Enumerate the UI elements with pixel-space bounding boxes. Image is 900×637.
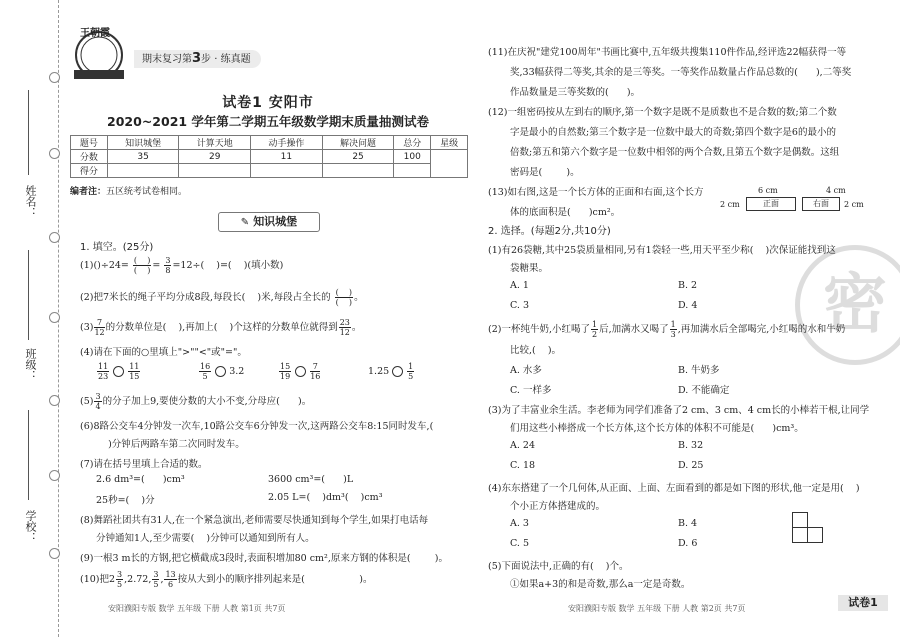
question-2-5: (5)下面说法中,正确的有( )个。 [488,561,629,572]
score-input-cell[interactable] [322,164,394,178]
text: (3) [80,322,94,333]
section-title-text: 知识城堡 [253,215,298,228]
exam-title: 试卷1 安阳市 [222,95,314,111]
option[interactable]: A. 水多 [510,365,542,376]
question-2-4a: (4)东东搭建了一个几何体,从正面、上面、左面看到的都是如下图的形状,他一定是用( ) [488,483,860,494]
option[interactable]: B. 4 [678,518,698,529]
score-input-cell[interactable] [179,164,251,178]
option[interactable]: C. 18 [510,460,536,471]
section-title [218,212,320,232]
table-header: 动手操作 [251,136,323,150]
badge-suffix: 步 · 练真题 [201,54,251,65]
binding-hole [49,548,60,559]
name-line [28,90,29,175]
text: )÷24= [97,260,129,271]
paper-tag: 试卷1 [838,595,888,611]
text: )(填小数) [243,260,284,271]
table-row [71,164,468,178]
table-cell [431,150,468,178]
question-1-5: (5) $\frac{3}{4}$ 的分子加上9,要使分数的大小不变,分母应( )。 [80,392,312,411]
table-header: 总分 [394,136,431,150]
editor-note [70,184,187,197]
class-label: 班级： [24,348,37,381]
cube-view-square [807,527,823,543]
footer-right: 安阳濮阳专版 数学 五年级 下册 人教 第2页 共7页 [568,604,746,613]
right-page [488,0,888,637]
compare-circle[interactable] [113,366,124,377]
text: 的分数单位是( [105,322,167,333]
confidential-stamp: 密 [795,245,900,365]
option[interactable]: D. 25 [678,460,704,471]
fraction: $\frac{23}{12}$ [339,318,350,337]
question-1-9: (9)一根3 m长的方钢,把它横截成3段时,表面积增加80 cm²,原来方钢的体积是( )。 [80,553,448,564]
question-1-8a: (8)舞蹈社团共有31人,在一个紧急演出,老师需要尽快通知到每个学生,如果打电话每 [80,515,429,526]
fraction: $\frac{7}{12}$ [94,318,105,337]
step-badge [134,50,261,68]
left-page [68,0,468,637]
binding-hole [49,232,60,243]
score-table [70,135,468,178]
table-header: 计算天地 [179,136,251,150]
question-2-3b: 们用这些小棒搭成一个长方体,这个长方体的体积不可能是( )cm³。 [510,423,804,434]
text: = [152,260,161,271]
question-1-10: (10)把2 $\frac{3}{5}$ ,2.72, $\frac{3}{5}$ , $\frac{13}{6}$ 按从大到小的顺序排列起来是( )。 [80,570,373,589]
compare-circle[interactable] [215,366,226,377]
table-cell: 得分 [71,164,108,178]
school-line [28,410,29,500]
question-1-12c: 倍数;第五和第六个数字是一位数中相邻的两个合数,且第五个数字是偶数。这组 [510,147,840,158]
option[interactable]: B. 32 [678,440,704,451]
badge-step-number: 3 [192,51,202,66]
question-2-4b: 个小正方体搭建成的。 [510,501,606,512]
question-1-12a: (12)一组密码按从左到右的顺序,第一个数字是既不是质数也不是合数的数;第二个数 [488,107,837,118]
text: (2)把7米长的绳子平均分成8段,每段长( [80,292,246,303]
class-line [28,250,29,340]
fraction: $\frac{3}{8}$ [165,256,171,275]
table-cell: 11 [251,150,323,164]
compare-4: 1.25 $\frac{1}{5}$ [368,362,414,381]
option[interactable]: D. 6 [678,538,698,549]
table-header: 题号 [71,136,108,150]
table-header: 知识城堡 [107,136,179,150]
question-1-7-c: 25秒=( )分 [96,495,155,506]
score-input-cell[interactable] [107,164,179,178]
question-1-6a: (6)8路公交车4分钟发一次车,10路公交车6分钟发一次,这两路公交车8:15同时发车,( [80,421,434,432]
logo-text: 王朝霞 [80,28,110,39]
question-1-3: (3) $\frac{7}{12}$ 的分数单位是( ),再加上( )个这样的分数单位就得到 $\frac{23}{12}$ 。 [80,318,362,337]
table-cell: 100 [394,150,431,164]
option[interactable]: A. 1 [510,280,529,291]
question-1-11b: 奖,33幅获得二等奖,其余的是三等奖。一等奖作品数量占作品总数的( ),二等奖 [510,67,852,78]
fraction-blank[interactable]: ( ) ( ) [335,288,353,307]
question-1-2: (2)把7米长的绳子平均分成8段,每段长( )米,每段占全长的 ( ) ( ) 。 [80,288,364,307]
question-1-4: (4)请在下面的○里填上">""<"或"="。 [80,347,247,358]
binding-hole [49,395,60,406]
school-label: 学校： [24,510,37,543]
fig-right-face: 右面 [802,197,840,211]
option[interactable]: B. 2 [678,280,698,291]
fig-height-right: 2 cm [844,200,864,209]
cube-view-square [792,527,808,543]
question-1-11c: 作品数量是三等奖数的( )。 [510,87,641,98]
score-input-cell[interactable] [394,164,431,178]
table-header: 星级 [431,136,468,150]
footer-left: 安阳濮阳专版 数学 五年级 下册 人教 第1页 共7页 [108,604,286,613]
fig-width-right: 4 cm [826,186,846,195]
text: )个这样的分数单位就得到 [229,322,338,333]
question-2-heading: 2. 选择。(每题2分,共10分) [488,226,611,237]
option[interactable]: C. 一样多 [510,385,552,396]
option[interactable]: A. 3 [510,518,529,529]
question-1-6b: )分钟后两路车第二次同时发车。 [108,439,245,450]
text: )米,每段占全长的 [257,292,331,303]
compare-1: $\frac{11}{23}$ $\frac{11}{15}$ [98,362,140,381]
badge-prefix: 期末复习第 [142,54,192,65]
text: =12÷( [172,260,205,271]
compare-circle[interactable] [295,366,306,377]
binding-hole [49,72,60,83]
question-1-12b: 字是最小的自然数;第三个数字是一位数中最大的奇数;第四个数字是6的最小的 [510,127,836,138]
question-1-12d: 密码是( )。 [510,167,580,178]
question-2-1a: (1)有26袋糖,其中25袋质量相同,另有1袋轻一些,用天平至少称( )次保证能找到这 [488,245,836,256]
question-1-heading: 1. 填空。(25分) [80,242,154,253]
option[interactable]: D. 不能确定 [678,385,730,396]
table-cell: 25 [322,150,394,164]
table-header: 解决问题 [322,136,394,150]
cube-view-square [792,512,808,528]
note-label: 编者注： [70,187,107,197]
fig-width-front: 6 cm [758,186,778,195]
question-2-5-1: ①如果a+3的和是奇数,那么a一定是奇数。 [510,579,691,590]
question-1-7-d: 2.05 L=( )dm³( )cm³ [268,492,383,503]
compare-circle[interactable] [392,366,403,377]
table-row [71,136,468,150]
binding-hole [49,470,60,481]
question-2-2b: 比较,( )。 [510,345,562,356]
option[interactable]: C. 5 [510,538,530,549]
table-cell: 29 [179,150,251,164]
text: ),再加上( [178,322,218,333]
question-1-1 [80,256,283,275]
question-1-7-a: 2.6 dm³=( )cm³ [96,474,185,485]
compare-2: $\frac{16}{5}$ 3.2 [200,362,245,381]
text: )=( [216,260,232,271]
question-1-7: (7)请在括号里填上合适的数。 [80,459,208,470]
fraction: ( ) ( ) [133,256,151,275]
binding-gutter [0,0,59,637]
note-text: 五区统考试卷相同。 [106,187,188,197]
question-2-1b: 袋糖果。 [510,263,549,274]
binding-hole [49,312,60,323]
question-2-2a: (2)一杯纯牛奶,小红喝了 $\frac{1}{2}$ 后,加满水又喝了 $\frac{1}{3}$ ,再加满水后全部喝完,小红喝的水和牛奶 [488,320,846,339]
question-1-11a: (11)在庆祝"建党100周年"书画比赛中,五年级共搜集110件作品,经评选22幅获得一等 [488,47,847,58]
question-1-13b: 体的底面积是( )cm²。 [510,207,621,218]
option[interactable]: A. 24 [510,440,535,451]
fig-front-face: 正面 [746,197,796,211]
table-cell: 分数 [71,150,108,164]
exam-subtitle: 2020~2021 学年第二学期五年级数学期末质量抽测试卷 [107,114,429,129]
binding-hole [49,148,60,159]
table-cell: 35 [107,150,179,164]
question-1-13a: (13)如右图,这是一个长方体的正面和右面,这个长方 [488,187,704,198]
score-input-cell[interactable] [251,164,323,178]
text: (1)( [80,260,98,271]
name-label: 姓名： [24,185,37,218]
question-1-7-b: 3600 cm³=( )L [268,474,354,485]
question-2-3a: (3)为了丰富业余生活。李老师为同学们准备了2 cm、3 cm、4 cm长的小棒若干根,让同学 [488,405,870,416]
fig-height-left: 2 cm [720,200,740,209]
table-row [71,150,468,164]
question-1-8b: 分钟通知1人,至少需要( )分钟可以通知到所有人。 [96,533,315,544]
compare-3: $\frac{15}{19}$ $\frac{7}{16}$ [280,362,321,381]
pencil-icon: ✎ [240,217,250,228]
option[interactable]: C. 3 [510,300,530,311]
option[interactable]: D. 4 [678,300,698,311]
option[interactable]: B. 牛奶多 [678,365,720,376]
